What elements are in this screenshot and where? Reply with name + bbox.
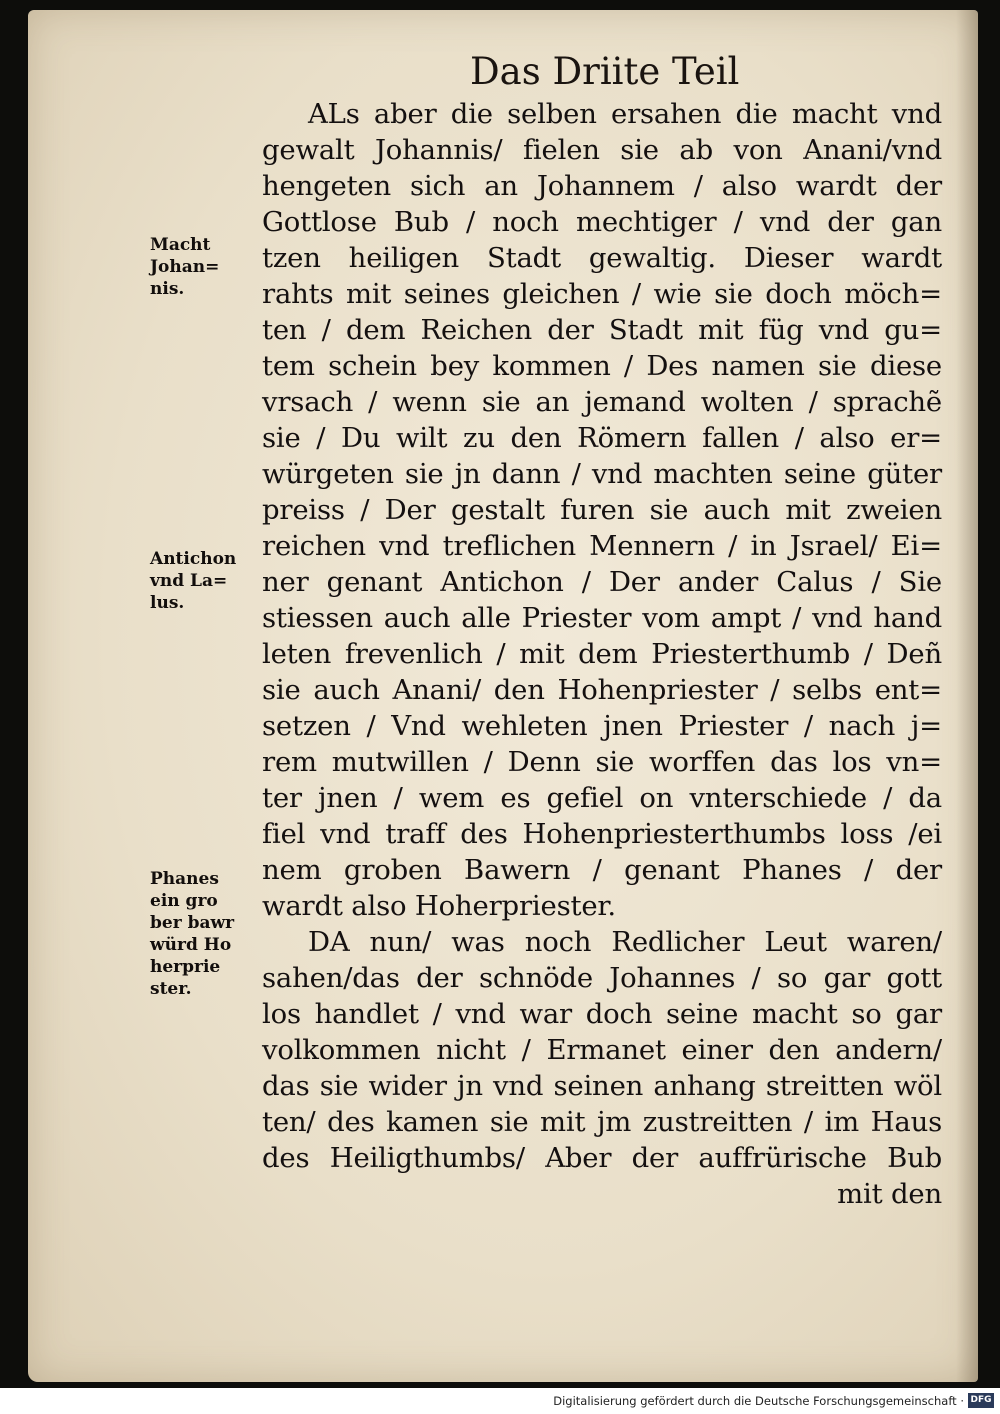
page-edge-shadow	[956, 10, 978, 1382]
margin-note-line: würd Ho	[150, 935, 232, 955]
text-line: tzen heiligen Stadt gewaltig. Dieser wardt	[262, 242, 942, 274]
footer-bar	[0, 1388, 1000, 1414]
catchword: mit den	[837, 1178, 942, 1210]
text-line: los handlet / vnd war doch seine macht so gar	[262, 998, 942, 1030]
margin-note-line: lus.	[150, 593, 185, 613]
text-line: gewalt Johannis/ fielen sie ab von Anani/vnd	[262, 134, 942, 166]
text-line: DA nun/ was noch Redlicher Leut waren/	[308, 926, 942, 958]
margin-note-line: Phanes	[150, 869, 219, 889]
text-line: sie / Du wilt zu den Römern fallen / also er=	[262, 422, 942, 454]
margin-note-line: ber bawr	[150, 913, 235, 933]
text-line: würgeten sie jn dann / vnd machten seine güter	[262, 458, 942, 490]
text-line: sie auch Anani/ den Hohenpriester / selbs ent=	[262, 674, 942, 706]
text-line: stiessen auch alle Priester vom ampt / vnd hand	[262, 602, 942, 634]
text-line: rahts mit seines gleichen / wie sie doch möch=	[262, 278, 942, 310]
text-line: vrsach / wenn sie an jemand wolten / sprachẽ	[262, 386, 942, 418]
margin-note-line: ein gro	[150, 891, 218, 911]
margin-note-line: ster.	[150, 979, 192, 999]
text-line: volkommen nicht / Ermanet einer den andern/	[262, 1034, 942, 1066]
text-line: fiel vnd traff des Hohenpriesterthumbs loss /ei	[262, 818, 942, 850]
text-line: rem mutwillen / Denn sie worffen das los vn=	[262, 746, 942, 778]
text-line: sahen/das der schnöde Johannes / so gar gott	[262, 962, 942, 994]
text-line: des Heiligthumbs/ Aber der auffrürische Bub	[262, 1142, 942, 1174]
text-line: Gottlose Bub / noch mechtiger / vnd der gan	[262, 206, 942, 238]
body-text-block	[262, 96, 942, 1212]
margin-note-line: Macht	[150, 235, 211, 255]
text-line: ten/ des kamen sie mit jm zustreitten / im Haus	[262, 1106, 942, 1138]
text-line: ter jnen / wem es gefiel on vnterschiede / da	[262, 782, 942, 814]
text-line: preiss / Der gestalt furen sie auch mit zweien	[262, 494, 942, 526]
running-head: Das Driite Teil	[470, 50, 740, 93]
text-line: setzen / Vnd wehleten jnen Priester / nach j=	[262, 710, 942, 742]
text-line: ALs aber die selben ersahen die macht vnd	[308, 98, 942, 130]
margin-note	[150, 868, 260, 1000]
margin-note-line: Antichon	[150, 549, 237, 569]
text-line: ner genant Antichon / Der ander Calus / Sie	[262, 566, 942, 598]
margin-note-line: nis.	[150, 279, 185, 299]
text-line: wardt also Hoherpriester.	[262, 890, 616, 922]
text-line: das sie wider jn vnd seinen anhang streitten wöl	[262, 1070, 942, 1102]
text-line: tem schein bey kommen / Des namen sie diese	[262, 350, 942, 382]
text-line: nem groben Bawern / genant Phanes / der	[262, 854, 942, 886]
margin-note-line: vnd La=	[150, 571, 228, 591]
text-line: hengeten sich an Johannem / also wardt der	[262, 170, 942, 202]
margin-note-line: herprie	[150, 957, 221, 977]
margin-note	[150, 548, 260, 614]
text-line: leten frevenlich / mit dem Priesterthumb / Deñ	[262, 638, 942, 670]
text-line: reichen vnd treflichen Mennern / in Jsrael/ Ei=	[262, 530, 942, 562]
margin-note-line: Johan=	[150, 257, 220, 277]
text-line: ten / dem Reichen der Stadt mit füg vnd gu=	[262, 314, 942, 346]
dfg-logo: DFG	[968, 1393, 994, 1408]
funding-credit: Digitalisierung gefördert durch die Deutsche Forschungsgemeinschaft ·	[553, 1394, 964, 1408]
margin-note	[150, 234, 260, 300]
